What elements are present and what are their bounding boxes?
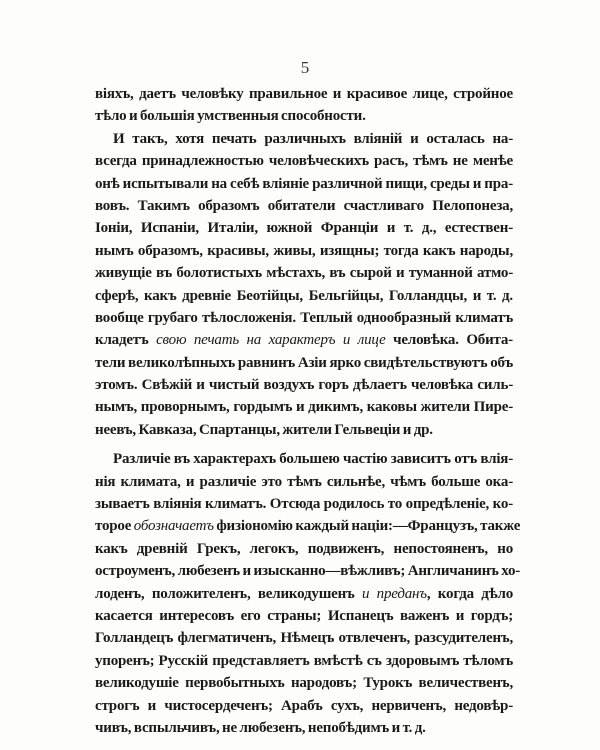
text-segment: человѣка. Обита- xyxy=(385,332,513,349)
text-segment: И такъ, хотя печать различныхъ вліяній и осталась на- xyxy=(113,130,513,147)
text-line xyxy=(95,672,513,694)
text-segment: Голландецъ флегматиченъ, Нѣмецъ отвлеченъ, разсудителенъ, xyxy=(95,630,513,647)
text-line xyxy=(95,396,513,418)
text-line xyxy=(95,352,513,374)
text-segment: какъ древній Грекъ, легокъ, подвиженъ, непостояненъ, но xyxy=(95,540,513,557)
text-segment: остроуменъ, любезенъ и изысканно—вѣжливъ; Англичанинъ хо- xyxy=(95,563,521,580)
text-segment: упоренъ; Русскій представляетъ вмѣстѣ съ здоровымъ тѣломъ xyxy=(95,652,513,669)
text-line xyxy=(95,173,513,195)
text-segment: этомъ. Свѣжій и чистый воздухъ горъ дѣлаетъ человѣка силь- xyxy=(95,377,513,394)
text-segment: живущіе въ болотистыхъ мѣстахъ, въ сырой и туманной атмо- xyxy=(95,265,513,282)
text-line xyxy=(95,515,521,537)
text-segment: физіономію каждый націи:—Французъ, также xyxy=(213,518,521,535)
text-segment: сферѣ, какъ древніе Беотійцы, Бельгійцы, Голландцы, и т. д. xyxy=(95,287,513,304)
text-line xyxy=(95,105,513,127)
text-segment: неевъ, Кавказа, Спартанцы, жители Гельвеціи и др. xyxy=(95,421,433,438)
text-line xyxy=(95,150,513,172)
text-line xyxy=(95,83,513,105)
italic-text: и преданъ xyxy=(361,585,427,602)
text-line xyxy=(95,195,513,217)
text-line xyxy=(95,128,513,150)
text-segment: кладетъ xyxy=(95,332,157,349)
text-segment: чивъ, вспыльчивъ, не любезенъ, непобѣдимъ и т. д. xyxy=(95,719,426,736)
text-line xyxy=(95,493,513,515)
text-segment: касается интересовъ его страны; Испанецъ важенъ и гордъ; xyxy=(95,607,513,624)
text-segment: торое xyxy=(95,518,134,535)
text-line xyxy=(95,605,513,627)
text-line xyxy=(95,329,513,351)
text-line xyxy=(95,217,513,239)
text-line xyxy=(95,419,513,441)
text-line xyxy=(95,262,513,284)
text-segment: нымъ, проворнымъ, гордымъ и дикимъ, каковы жители Пире- xyxy=(95,399,513,416)
text-line xyxy=(95,240,513,262)
text-line xyxy=(95,374,513,396)
text-line xyxy=(95,695,513,717)
text-segment: великодушіе первобытныхъ народовъ; Турокъ величественъ, xyxy=(95,675,513,692)
text-line xyxy=(95,650,513,672)
text-segment: лоденъ, положителенъ, великодушенъ xyxy=(95,585,362,602)
text-segment: всегда принадлежностью человѣческихъ расъ, тѣмъ не менѣе xyxy=(95,153,513,170)
text-segment: , когда дѣло xyxy=(426,585,513,602)
text-segment: зываетъ вліянія климатъ. Отсюда родилось то опредѣленіе, ко- xyxy=(95,496,513,513)
text-line xyxy=(95,471,513,493)
text-segment: онѣ испытывали на себѣ вліяніе различной пищи, среды и пра- xyxy=(95,175,513,192)
italic-text: свою печать на характеръ и лице xyxy=(156,332,386,349)
text-segment: нымъ образомъ, красивы, живы, изящны; тогда какъ народы, xyxy=(95,242,513,259)
text-line xyxy=(95,538,513,560)
italic-text: обозначаетъ xyxy=(133,518,214,535)
text-segment: тѣло и большія умственныя способности. xyxy=(95,108,366,125)
text-line xyxy=(95,560,521,582)
text-segment: строгъ и чистосердеченъ; Арабъ сухъ, нервиченъ, недовѣр- xyxy=(95,697,513,714)
text-line xyxy=(95,717,513,739)
text-line xyxy=(95,448,513,470)
page-number: 5 xyxy=(300,58,310,77)
body-text xyxy=(95,83,521,739)
text-segment: тели великолѣпныхъ равнинъ Азіи ярко свидѣтельствуютъ объ xyxy=(95,354,513,371)
text-segment: Различіе въ характерахъ большею частію зависитъ отъ влія- xyxy=(113,451,513,468)
text-line xyxy=(95,285,513,307)
text-line xyxy=(95,583,513,605)
text-line xyxy=(95,627,513,649)
text-segment: вообще грубаго тѣлосложенія. Теплый однообразный климатъ xyxy=(95,309,513,326)
text-line xyxy=(95,307,513,329)
text-segment: нія климата, и различіе это тѣмъ сильнѣе, чѣмъ больше ока- xyxy=(95,473,513,490)
text-segment: Іоніи, Испаніи, Италіи, южной Франціи и т. д., естествен- xyxy=(95,220,513,237)
text-segment: вовъ. Такимъ образомъ обитатели счастливаго Пелопонеза, xyxy=(95,197,513,214)
text-segment: віяхъ, даетъ человѣку правильное и красивое лице, стройное xyxy=(95,86,513,102)
